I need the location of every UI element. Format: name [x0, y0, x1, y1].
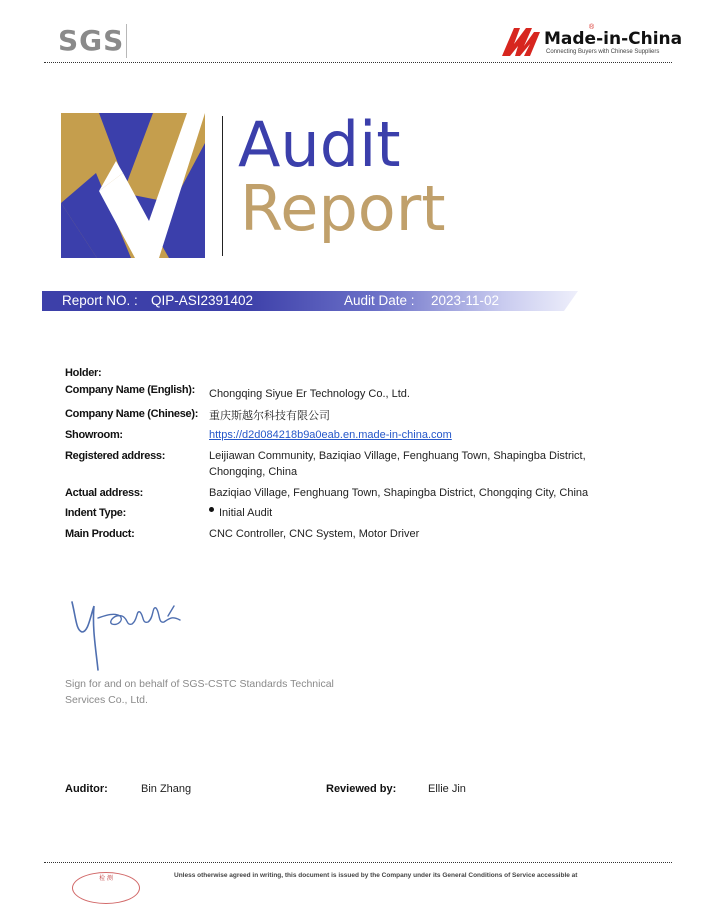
- company-cn-label: Company Name (Chinese):: [65, 408, 199, 420]
- main-product-label: Main Product:: [65, 528, 135, 540]
- handwritten-signature: [62, 588, 192, 673]
- registered-address-label: Registered address:: [65, 450, 166, 462]
- showroom-link[interactable]: https://d2d084218b9a0eab.en.made-in-china.com: [209, 429, 452, 441]
- reviewed-by-label: Reviewed by:: [326, 783, 397, 795]
- footer-dotted-rule: [44, 862, 672, 863]
- made-in-china-logo: [500, 24, 683, 58]
- company-cn-value: 重庆斯越尔科技有限公司: [209, 410, 330, 422]
- indent-type-label: Indent Type:: [65, 507, 126, 519]
- main-product-value: CNC Controller, CNC System, Motor Driver: [209, 528, 420, 540]
- report-no-label: Report NO. :: [62, 293, 138, 308]
- reviewer-name: Ellie Jin: [428, 783, 466, 795]
- bullet-icon: [209, 507, 214, 512]
- sgs-logo: SGS: [58, 24, 125, 57]
- auditor-name: Bin Zhang: [141, 783, 192, 795]
- title-report: Report: [240, 172, 446, 245]
- footer-disclaimer: Unless otherwise agreed in writing, this document is issued by the Company under its General Conditions of Service accessible at: [174, 872, 578, 879]
- title-audit: Audit: [238, 108, 401, 181]
- audit-emblem-icon: [61, 113, 205, 258]
- company-seal: 检 测: [72, 872, 140, 904]
- showroom-label: Showroom:: [65, 429, 123, 441]
- made-in-china-tagline: Connecting Buyers with Chinese Suppliers: [546, 49, 660, 55]
- made-in-china-name: Made-in-China: [544, 29, 683, 49]
- report-no-value: QIP-ASI2391402: [151, 293, 254, 308]
- header-dotted-rule: [44, 62, 672, 63]
- company-en-value: Chongqing Siyue Er Technology Co., Ltd.: [209, 388, 410, 400]
- actual-address-value: Baziqiao Village, Fenghuang Town, Shapingba District, Chongqing City, China: [209, 487, 589, 499]
- auditor-label: Auditor:: [65, 783, 108, 795]
- actual-address-label: Actual address:: [65, 487, 144, 499]
- indent-type-value: Initial Audit: [219, 507, 273, 519]
- title-divider: [222, 116, 223, 256]
- signature-note-line2: Services Co., Ltd.: [65, 694, 148, 706]
- registered-address-line1: Leijiawan Community, Baziqiao Village, Fenghuang Town, Shapingba District,: [209, 450, 586, 462]
- signature-note-line1: Sign for and on behalf of SGS-CSTC Standards Technical: [65, 678, 334, 690]
- sgs-logo-divider: [126, 24, 127, 58]
- holder-label: Holder:: [65, 367, 102, 379]
- made-in-china-m-icon: [500, 24, 544, 58]
- audit-date-label: Audit Date :: [344, 293, 415, 308]
- trademark-mark: ®: [589, 24, 595, 31]
- registered-address-line2: Chongqing, China: [209, 466, 298, 478]
- audit-date-value: 2023-11-02: [431, 293, 500, 308]
- company-en-label: Company Name (English):: [65, 384, 196, 396]
